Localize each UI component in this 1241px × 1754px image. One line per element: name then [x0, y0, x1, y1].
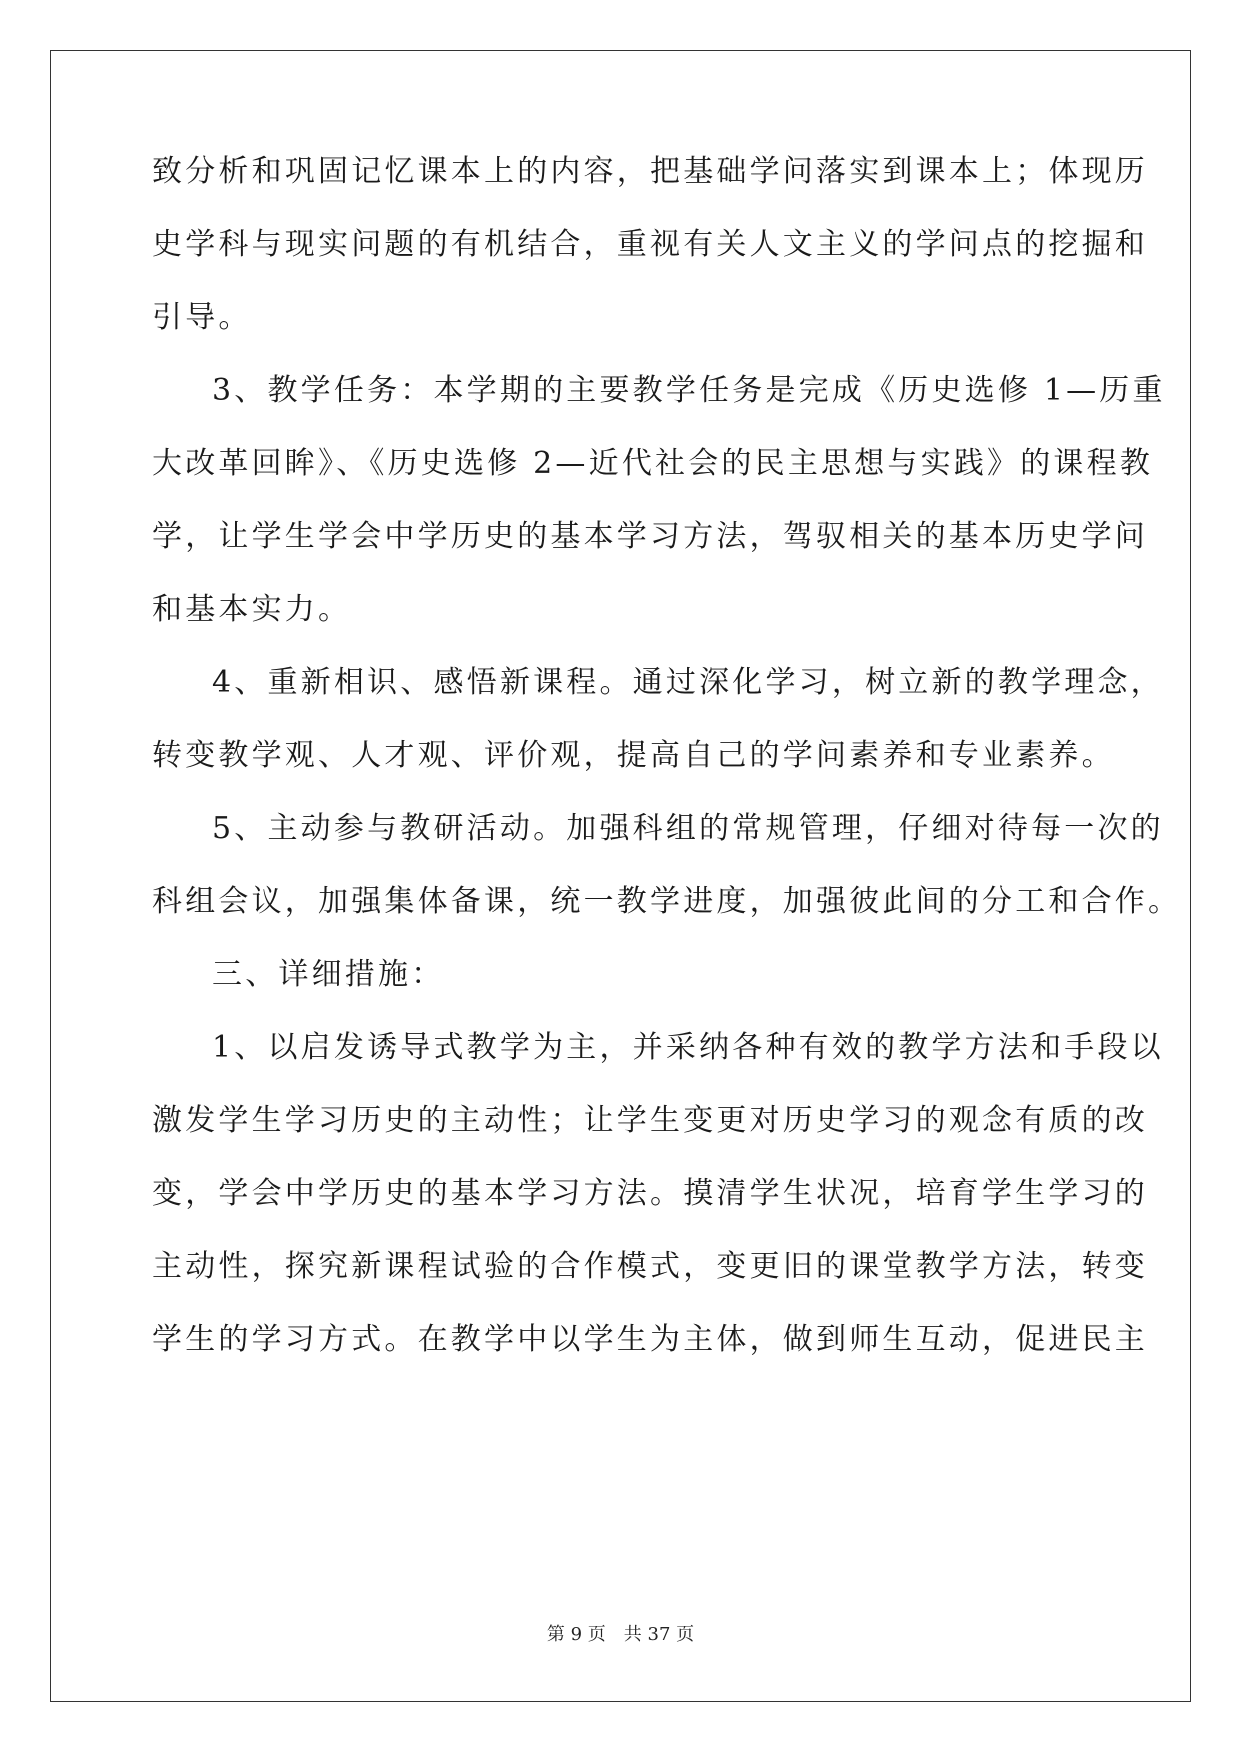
paragraph-line: 激发学生学习历史的主动性；让学生变更对历史学习的观念有质的改	[152, 1103, 1148, 1138]
paragraph-line: 学，让学生学会中学历史的基本学习方法，驾驭相关的基本历史学问	[152, 519, 1148, 554]
paragraph-line: 3、教学任务：本学期的主要教学任务是完成《历史选修 1—历重	[212, 373, 1166, 408]
paragraph-line: 引导。	[152, 300, 252, 335]
page-number-footer: 第 9 页 共 37 页	[546, 1624, 695, 1645]
paragraph-line: 致分析和巩固记忆课本上的内容，把基础学问落实到课本上；体现历	[152, 154, 1148, 189]
paragraph-line: 大改革回眸》、《历史选修 2—近代社会的民主思想与实践》的课程教	[152, 446, 1154, 481]
paragraph-line: 1、以启发诱导式教学为主，并采纳各种有效的教学方法和手段以	[212, 1030, 1164, 1065]
paragraph-line: 转变教学观、人才观、评价观，提高自己的学问素养和专业素养。	[152, 738, 1115, 773]
paragraph-line: 学生的学习方式。在教学中以学生为主体，做到师生互动，促进民主	[152, 1322, 1148, 1357]
paragraph-line: 4、重新相识、感悟新课程。通过深化学习，树立新的教学理念，	[212, 665, 1164, 700]
paragraph-line: 5、主动参与教研活动。加强科组的常规管理，仔细对待每一次的	[212, 811, 1164, 846]
paragraph-line: 科组会议，加强集体备课，统一教学进度，加强彼此间的分工和合作。	[152, 884, 1182, 919]
paragraph-line: 和基本实力。	[152, 592, 352, 627]
paragraph-line: 变，学会中学历史的基本学习方法。摸清学生状况，培育学生学习的	[152, 1176, 1148, 1211]
paragraph-line: 史学科与现实问题的有机结合，重视有关人文主义的学问点的挖掘和	[152, 227, 1148, 262]
paragraph-line: 主动性，探究新课程试验的合作模式，变更旧的课堂教学方法，转变	[152, 1249, 1148, 1284]
section-heading: 三、详细措施：	[212, 957, 445, 992]
